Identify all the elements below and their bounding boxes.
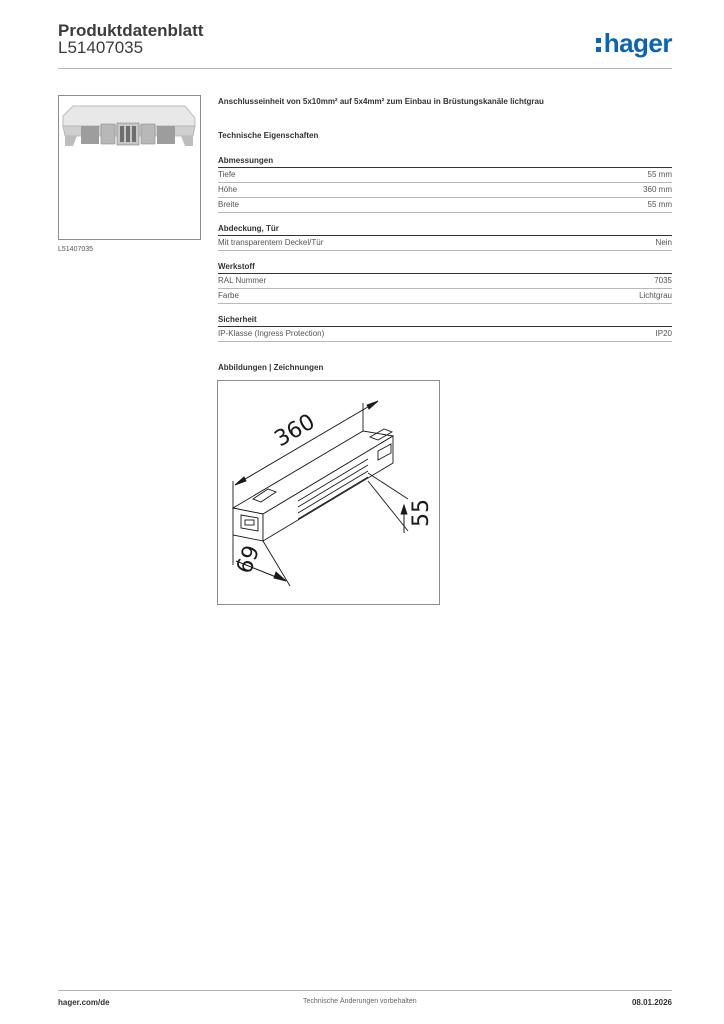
property-value: Nein [655,238,672,247]
section-cover-door [218,224,672,251]
property-label: Höhe [218,185,238,194]
property-row [218,236,672,251]
property-value: Lichtgrau [639,291,672,300]
dim-height-label: 55 [409,499,434,527]
footer-date: 08.01.2026 [631,998,672,1007]
footer-divider [58,990,672,991]
section-dimensions [218,156,672,213]
property-value: IP20 [655,329,672,338]
section-title: Werkstoff [218,262,672,274]
property-label: IP-Klasse (Ingress Protection) [218,329,325,338]
logo-text: hager [603,28,672,58]
header-divider [58,68,672,69]
property-label: Tiefe [218,170,236,179]
property-label: Farbe [218,291,239,300]
section-safety [218,315,672,342]
product-image-caption: L51407035 [58,246,94,253]
section-title: Abmessungen [218,156,672,168]
product-photo-icon [59,96,200,239]
property-row [218,289,672,304]
footer-website-link[interactable]: hager.com/de [58,998,110,1007]
technical-drawing [217,380,440,605]
property-row [218,274,672,289]
property-value: 55 mm [647,170,672,179]
section-title: Abdeckung, Tür [218,224,672,236]
property-value: 360 mm [643,185,672,194]
section-material [218,262,672,304]
hager-logo [596,28,672,59]
property-row [218,198,672,213]
technical-properties-heading: Technische Eigenschaften [218,131,319,140]
dim-length-label: 360 [270,409,320,453]
product-description: Anschlusseinheit von 5x10mm² auf 5x4mm² zum Einbau in Brüstungskanäle lichtgrau [218,97,544,106]
product-number: L51407035 [58,38,144,57]
property-row [218,327,672,342]
footer-disclaimer: Technische Änderungen vorbehalten [303,998,417,1005]
property-label: RAL Nummer [218,276,267,285]
dimension-drawing-icon [218,381,439,604]
dim-width-label: 69 [232,542,266,578]
product-image [58,95,201,240]
property-value: 7035 [654,276,672,285]
property-label: Mit transparentem Deckel/Tür [218,238,324,247]
logo-dots-icon [596,38,602,52]
property-label: Breite [218,200,239,209]
drawings-heading: Abbildungen | Zeichnungen [218,363,324,372]
property-row [218,168,672,183]
property-row [218,183,672,198]
property-value: 55 mm [647,200,672,209]
section-title: Sicherheit [218,315,672,327]
page-title: Produktdatenblatt [58,21,204,40]
